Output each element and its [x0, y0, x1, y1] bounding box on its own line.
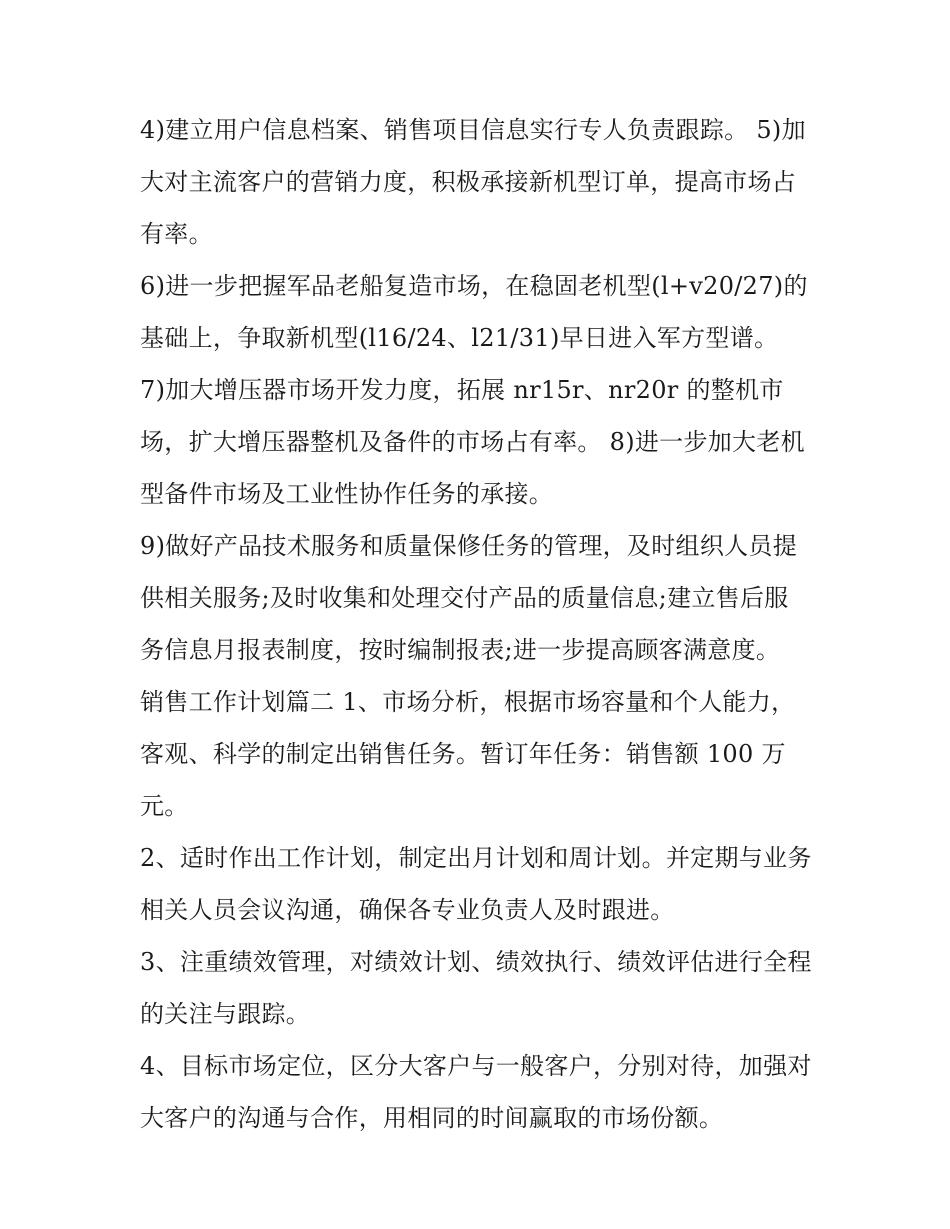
- paragraph-item-7-8: 7)加大增压器市场开发力度，拓展 nr15r、nr20r 的整机市场，扩大增压器整机及备件的市场占有率。 8)进一步加大老机型备件市场及工业性协作任务的承接。: [140, 376, 805, 508]
- document-body: [140, 104, 812, 1144]
- paragraph-plan-two-item-3: 3、注重绩效管理，对绩效计划、绩效执行、绩效评估进行全程的关注与跟踪。: [140, 948, 812, 1028]
- paragraph-plan-two-item-1: 销售工作计划篇二 1、市场分析，根据市场容量和个人能力，客观、科学的制定出销售任务。暂订年任务：销售额 100 万元。: [140, 688, 796, 820]
- paragraph-item-9: 9)做好产品技术服务和质量保修任务的管理，及时组织人员提供相关服务;及时收集和处理交付产品的质量信息;建立售后服务信息月报表制度，按时编制报表;进一步提高顾客满意度。: [140, 532, 798, 664]
- paragraph-plan-two-item-4: 4、目标市场定位，区分大客户与一般客户，分别对待，加强对大客户的沟通与合作，用相同的时间赢取的市场份额。: [140, 1052, 812, 1132]
- paragraph-item-4-5: 4)建立用户信息档案、销售项目信息实行专人负责跟踪。 5)加大对主流客户的营销力度，积极承接新机型订单，提高市场占有率。: [140, 116, 806, 248]
- paragraph-plan-two-item-2: 2、适时作出工作计划，制定出月计划和周计划。并定期与业务相关人员会议沟通，确保各专业负责人及时跟进。: [140, 844, 812, 924]
- paragraph-item-6: 6)进一步把握军品老船复造市场，在稳固老机型(l+v20/27)的基础上，争取新机型(l16/24、l21/31)早日进入军方型谱。: [140, 272, 808, 352]
